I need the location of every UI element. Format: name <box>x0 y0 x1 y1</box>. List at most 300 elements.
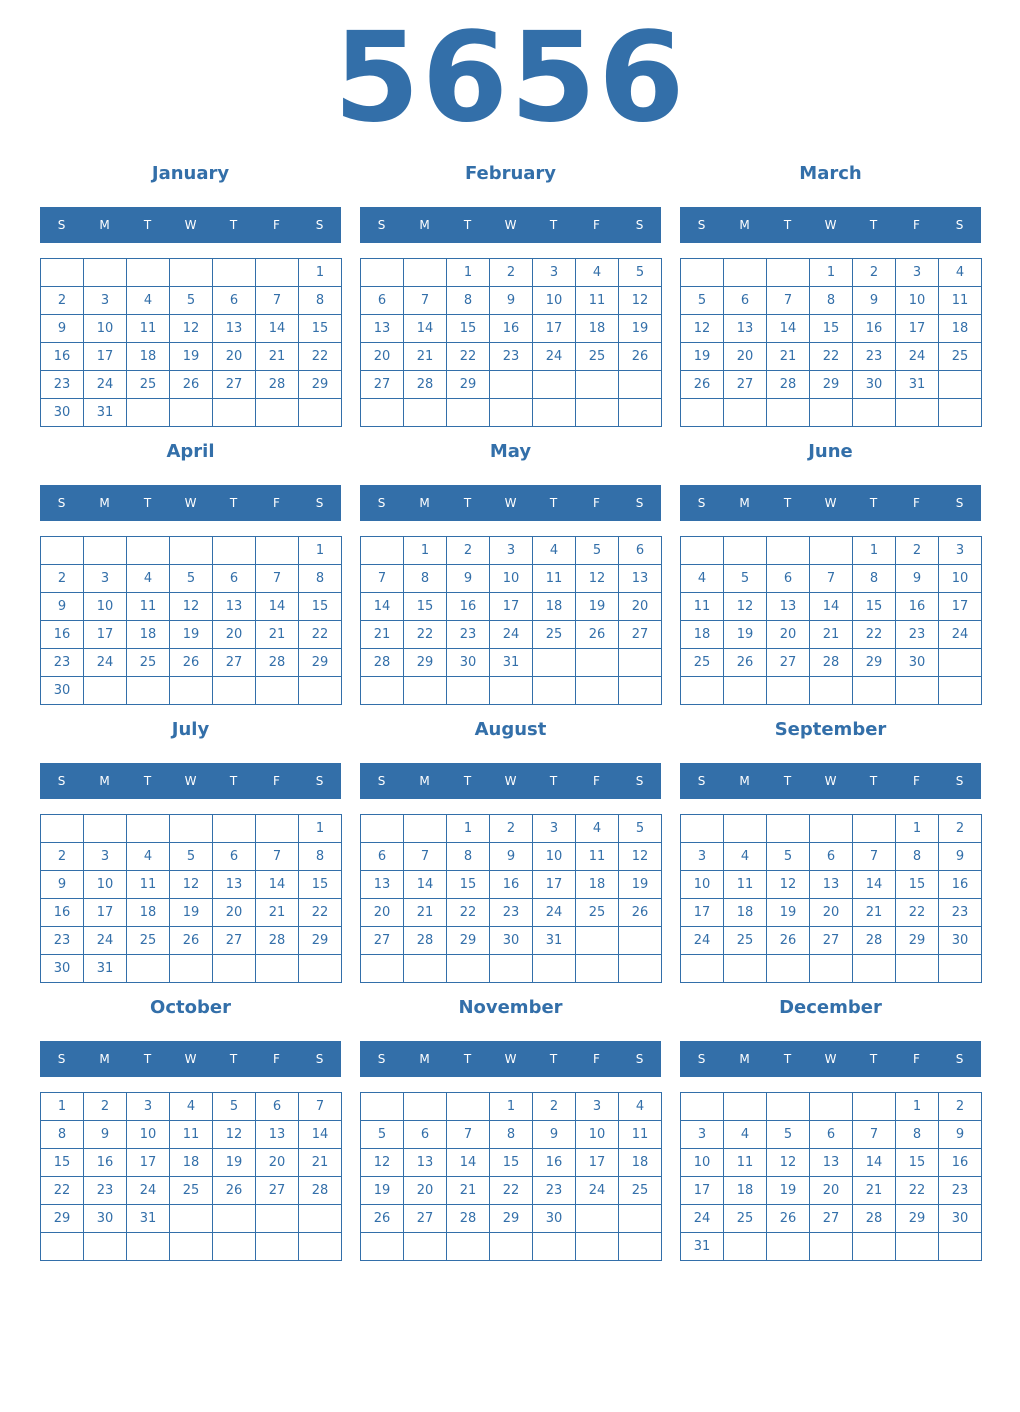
day-cell: 8 <box>404 565 447 593</box>
day-cell: 15 <box>853 593 896 621</box>
empty-day-cell <box>84 259 127 287</box>
empty-day-cell <box>681 259 724 287</box>
empty-day-cell <box>724 955 767 983</box>
day-cell: 6 <box>361 843 404 871</box>
day-cell: 8 <box>41 1121 84 1149</box>
day-cell: 18 <box>576 315 619 343</box>
day-cell: 20 <box>361 899 404 927</box>
day-cell: 16 <box>447 593 490 621</box>
empty-day-cell <box>299 677 342 705</box>
day-cell: 3 <box>84 843 127 871</box>
day-cell: 26 <box>767 927 810 955</box>
empty-day-cell <box>939 399 982 427</box>
day-cell: 22 <box>447 899 490 927</box>
day-cell: 19 <box>170 343 213 371</box>
day-cell: 5 <box>767 843 810 871</box>
empty-day-cell <box>361 955 404 983</box>
day-cell: 3 <box>533 815 576 843</box>
weekday-header <box>40 763 341 799</box>
day-cell: 5 <box>170 287 213 315</box>
day-cell: 21 <box>767 343 810 371</box>
day-cell: 19 <box>576 593 619 621</box>
empty-day-cell <box>213 537 256 565</box>
day-cell: 21 <box>404 343 447 371</box>
day-cell: 30 <box>447 649 490 677</box>
day-cell: 22 <box>41 1177 84 1205</box>
day-cell: 24 <box>127 1177 170 1205</box>
day-cell: 22 <box>299 899 342 927</box>
day-cell: 21 <box>256 899 299 927</box>
day-cell: 17 <box>490 593 533 621</box>
weekday-header <box>40 207 341 243</box>
day-cell: 7 <box>447 1121 490 1149</box>
day-cell: 9 <box>41 315 84 343</box>
day-cell: 2 <box>853 259 896 287</box>
day-cell: 11 <box>724 871 767 899</box>
day-cell: 6 <box>361 287 404 315</box>
day-cell: 7 <box>256 287 299 315</box>
empty-day-cell <box>170 1205 213 1233</box>
empty-day-cell <box>810 677 853 705</box>
day-cell: 28 <box>404 927 447 955</box>
empty-day-cell <box>447 1093 490 1121</box>
day-cell: 23 <box>896 621 939 649</box>
day-cell: 22 <box>810 343 853 371</box>
weekday-label: W <box>504 1052 517 1066</box>
day-cell: 24 <box>490 621 533 649</box>
day-cell: 20 <box>810 1177 853 1205</box>
weekday-label: F <box>913 774 920 788</box>
day-cell: 20 <box>361 343 404 371</box>
day-cell: 7 <box>256 843 299 871</box>
day-cell: 18 <box>127 621 170 649</box>
day-cell: 24 <box>939 621 982 649</box>
empty-day-cell <box>170 955 213 983</box>
day-cell: 23 <box>41 371 84 399</box>
day-cell: 7 <box>361 565 404 593</box>
day-cell: 13 <box>213 315 256 343</box>
day-cell: 14 <box>404 871 447 899</box>
empty-day-cell <box>170 259 213 287</box>
day-cell: 14 <box>767 315 810 343</box>
day-cell: 17 <box>939 593 982 621</box>
weekday-label: F <box>913 218 920 232</box>
empty-day-cell <box>213 1205 256 1233</box>
day-cell: 23 <box>84 1177 127 1205</box>
day-cell: 15 <box>810 315 853 343</box>
empty-day-cell <box>853 399 896 427</box>
day-cell: 30 <box>41 677 84 705</box>
day-cell: 31 <box>681 1233 724 1261</box>
day-cell: 6 <box>404 1121 447 1149</box>
day-cell: 13 <box>361 871 404 899</box>
day-cell: 11 <box>170 1121 213 1149</box>
day-cell: 9 <box>41 871 84 899</box>
weekday-label: S <box>955 774 964 788</box>
empty-day-cell <box>213 399 256 427</box>
day-cell: 16 <box>939 1149 982 1177</box>
weekday-header <box>680 207 981 243</box>
day-cell: 11 <box>576 287 619 315</box>
day-cell: 26 <box>170 927 213 955</box>
day-cell: 12 <box>170 315 213 343</box>
day-cell: 4 <box>724 843 767 871</box>
day-cell: 7 <box>299 1093 342 1121</box>
day-cell: 22 <box>404 621 447 649</box>
weekday-label: T <box>229 1052 238 1066</box>
day-cell: 12 <box>724 593 767 621</box>
day-cell: 10 <box>896 287 939 315</box>
day-cell: 20 <box>724 343 767 371</box>
day-cell: 4 <box>170 1093 213 1121</box>
empty-day-cell <box>256 1233 299 1261</box>
day-cell: 16 <box>41 343 84 371</box>
day-cell: 8 <box>447 843 490 871</box>
empty-day-cell <box>810 1093 853 1121</box>
month-name: February <box>464 163 557 184</box>
day-cell: 29 <box>299 649 342 677</box>
weekday-label: T <box>549 218 558 232</box>
day-cell: 20 <box>767 621 810 649</box>
empty-day-cell <box>681 955 724 983</box>
weekday-label: M <box>419 218 430 232</box>
day-cell: 30 <box>853 371 896 399</box>
empty-day-cell <box>533 955 576 983</box>
empty-day-cell <box>404 399 447 427</box>
day-cell: 1 <box>447 259 490 287</box>
empty-day-cell <box>619 677 662 705</box>
day-cell: 16 <box>490 871 533 899</box>
empty-day-cell <box>939 1233 982 1261</box>
day-cell: 15 <box>490 1149 533 1177</box>
empty-day-cell <box>213 815 256 843</box>
empty-day-cell <box>127 955 170 983</box>
day-cell: 19 <box>619 315 662 343</box>
day-cell: 28 <box>404 371 447 399</box>
day-cell: 24 <box>533 899 576 927</box>
weekday-label: T <box>783 774 792 788</box>
day-cell: 29 <box>447 371 490 399</box>
day-cell: 5 <box>213 1093 256 1121</box>
weekday-label: T <box>869 218 878 232</box>
empty-day-cell <box>853 677 896 705</box>
day-cell: 10 <box>84 593 127 621</box>
day-cell: 6 <box>810 1121 853 1149</box>
day-cell: 8 <box>896 1121 939 1149</box>
empty-day-cell <box>576 955 619 983</box>
empty-day-cell <box>724 399 767 427</box>
month-name: March <box>799 163 862 184</box>
day-cell: 4 <box>681 565 724 593</box>
day-cell: 9 <box>490 287 533 315</box>
day-cell: 27 <box>810 927 853 955</box>
month-name: May <box>489 441 532 462</box>
day-cell: 9 <box>533 1121 576 1149</box>
day-cell: 27 <box>213 371 256 399</box>
weekday-label: F <box>273 1052 280 1066</box>
day-cell: 20 <box>213 343 256 371</box>
empty-day-cell <box>170 399 213 427</box>
day-cell: 25 <box>533 621 576 649</box>
day-cell: 14 <box>256 593 299 621</box>
empty-day-cell <box>256 1205 299 1233</box>
day-cell: 29 <box>41 1205 84 1233</box>
empty-day-cell <box>767 399 810 427</box>
day-cell: 13 <box>724 315 767 343</box>
day-cell: 4 <box>127 287 170 315</box>
day-cell: 15 <box>299 315 342 343</box>
day-cell: 9 <box>939 1121 982 1149</box>
empty-day-cell <box>767 1233 810 1261</box>
day-cell: 25 <box>939 343 982 371</box>
day-cell: 5 <box>361 1121 404 1149</box>
day-cell: 16 <box>41 621 84 649</box>
day-cell: 20 <box>256 1149 299 1177</box>
day-cell: 30 <box>84 1205 127 1233</box>
day-cell: 19 <box>619 871 662 899</box>
day-cell: 29 <box>299 371 342 399</box>
day-cell: 2 <box>447 537 490 565</box>
empty-day-cell <box>127 537 170 565</box>
empty-day-cell <box>256 399 299 427</box>
weekday-label: S <box>955 218 964 232</box>
day-cell: 9 <box>939 843 982 871</box>
day-cell: 2 <box>490 259 533 287</box>
empty-day-cell <box>490 955 533 983</box>
day-cell: 2 <box>490 815 533 843</box>
day-cell: 4 <box>724 1121 767 1149</box>
empty-day-cell <box>681 677 724 705</box>
day-grid <box>680 536 982 705</box>
day-cell: 2 <box>41 287 84 315</box>
day-cell: 9 <box>853 287 896 315</box>
day-cell: 3 <box>576 1093 619 1121</box>
day-cell: 7 <box>853 843 896 871</box>
weekday-label: T <box>549 496 558 510</box>
day-cell: 12 <box>361 1149 404 1177</box>
weekday-header <box>680 485 981 521</box>
day-grid <box>360 1092 662 1261</box>
day-cell: 18 <box>939 315 982 343</box>
empty-day-cell <box>724 1093 767 1121</box>
day-cell: 3 <box>681 1121 724 1149</box>
empty-day-cell <box>619 399 662 427</box>
day-cell: 20 <box>213 899 256 927</box>
empty-day-cell <box>299 1233 342 1261</box>
day-cell: 17 <box>84 899 127 927</box>
day-cell: 30 <box>896 649 939 677</box>
empty-day-cell <box>767 677 810 705</box>
weekday-header <box>360 485 661 521</box>
day-cell: 3 <box>84 565 127 593</box>
empty-day-cell <box>576 371 619 399</box>
day-cell: 7 <box>404 287 447 315</box>
empty-day-cell <box>619 1233 662 1261</box>
day-cell: 31 <box>490 649 533 677</box>
empty-day-cell <box>84 815 127 843</box>
day-cell: 8 <box>896 843 939 871</box>
weekday-label: M <box>419 496 430 510</box>
day-cell: 23 <box>490 899 533 927</box>
day-cell: 23 <box>41 927 84 955</box>
empty-day-cell <box>533 677 576 705</box>
day-cell: 4 <box>576 259 619 287</box>
empty-day-cell <box>213 1233 256 1261</box>
empty-day-cell <box>533 649 576 677</box>
weekday-label: W <box>824 496 837 510</box>
weekday-label: F <box>593 1052 600 1066</box>
empty-day-cell <box>533 1233 576 1261</box>
empty-day-cell <box>767 955 810 983</box>
day-grid <box>680 814 982 983</box>
empty-day-cell <box>404 1233 447 1261</box>
day-cell: 1 <box>299 815 342 843</box>
weekday-label: S <box>697 496 706 510</box>
day-cell: 28 <box>853 927 896 955</box>
weekday-label: M <box>739 496 750 510</box>
day-grid <box>40 1092 342 1261</box>
day-cell: 5 <box>619 259 662 287</box>
day-cell: 23 <box>533 1177 576 1205</box>
day-cell: 23 <box>939 899 982 927</box>
weekday-label: T <box>229 496 238 510</box>
empty-day-cell <box>681 1093 724 1121</box>
weekday-label: T <box>783 1052 792 1066</box>
day-cell: 13 <box>810 1149 853 1177</box>
weekday-label: T <box>463 496 472 510</box>
day-cell: 28 <box>256 649 299 677</box>
day-cell: 2 <box>41 565 84 593</box>
day-cell: 25 <box>170 1177 213 1205</box>
day-cell: 13 <box>767 593 810 621</box>
empty-day-cell <box>490 399 533 427</box>
empty-day-cell <box>533 399 576 427</box>
day-cell: 16 <box>490 315 533 343</box>
day-cell: 14 <box>853 1149 896 1177</box>
day-cell: 14 <box>256 871 299 899</box>
day-grid <box>40 814 342 983</box>
day-cell: 8 <box>447 287 490 315</box>
empty-day-cell <box>939 677 982 705</box>
day-cell: 18 <box>127 899 170 927</box>
day-cell: 18 <box>127 343 170 371</box>
weekday-header <box>680 1041 981 1077</box>
empty-day-cell <box>170 537 213 565</box>
empty-day-cell <box>447 955 490 983</box>
day-cell: 13 <box>404 1149 447 1177</box>
empty-day-cell <box>256 815 299 843</box>
weekday-label: F <box>593 218 600 232</box>
day-cell: 25 <box>576 899 619 927</box>
weekday-header <box>40 485 341 521</box>
weekday-label: S <box>315 774 324 788</box>
weekday-header <box>40 1041 341 1077</box>
day-cell: 28 <box>447 1205 490 1233</box>
day-cell: 31 <box>127 1205 170 1233</box>
day-cell: 10 <box>681 871 724 899</box>
day-cell: 31 <box>896 371 939 399</box>
day-cell: 11 <box>127 315 170 343</box>
empty-day-cell <box>361 1093 404 1121</box>
day-cell: 9 <box>490 843 533 871</box>
weekday-label: M <box>99 774 110 788</box>
weekday-label: S <box>377 496 386 510</box>
weekday-label: T <box>143 496 152 510</box>
weekday-label: S <box>697 774 706 788</box>
day-cell: 19 <box>767 899 810 927</box>
weekday-label: W <box>824 218 837 232</box>
weekday-label: T <box>463 774 472 788</box>
empty-day-cell <box>810 399 853 427</box>
day-cell: 2 <box>896 537 939 565</box>
empty-day-cell <box>853 815 896 843</box>
day-cell: 27 <box>361 927 404 955</box>
day-cell: 20 <box>810 899 853 927</box>
empty-day-cell <box>681 537 724 565</box>
weekday-label: F <box>913 1052 920 1066</box>
empty-day-cell <box>447 677 490 705</box>
day-cell: 19 <box>681 343 724 371</box>
day-grid <box>40 536 342 705</box>
empty-day-cell <box>361 815 404 843</box>
day-cell: 5 <box>576 537 619 565</box>
day-cell: 27 <box>619 621 662 649</box>
weekday-label: T <box>463 218 472 232</box>
day-cell: 14 <box>361 593 404 621</box>
empty-day-cell <box>767 815 810 843</box>
day-cell: 15 <box>447 871 490 899</box>
day-cell: 18 <box>170 1149 213 1177</box>
weekday-label: S <box>697 218 706 232</box>
day-cell: 8 <box>299 565 342 593</box>
day-cell: 22 <box>299 343 342 371</box>
day-cell: 14 <box>256 315 299 343</box>
month-name: April <box>166 441 215 462</box>
weekday-header <box>360 763 661 799</box>
empty-day-cell <box>404 815 447 843</box>
day-cell: 1 <box>896 1093 939 1121</box>
day-cell: 16 <box>896 593 939 621</box>
empty-day-cell <box>404 677 447 705</box>
weekday-label: M <box>739 774 750 788</box>
day-cell: 17 <box>681 1177 724 1205</box>
weekday-label: M <box>739 218 750 232</box>
day-cell: 8 <box>299 843 342 871</box>
day-cell: 5 <box>170 565 213 593</box>
day-cell: 22 <box>299 621 342 649</box>
day-cell: 20 <box>404 1177 447 1205</box>
empty-day-cell <box>619 955 662 983</box>
day-cell: 10 <box>533 843 576 871</box>
day-cell: 25 <box>619 1177 662 1205</box>
day-cell: 25 <box>724 1205 767 1233</box>
day-cell: 8 <box>299 287 342 315</box>
empty-day-cell <box>447 399 490 427</box>
day-cell: 5 <box>767 1121 810 1149</box>
empty-day-cell <box>681 399 724 427</box>
day-cell: 12 <box>170 593 213 621</box>
day-cell: 19 <box>724 621 767 649</box>
weekday-label: S <box>57 774 66 788</box>
day-cell: 30 <box>41 955 84 983</box>
empty-day-cell <box>724 1233 767 1261</box>
day-cell: 20 <box>619 593 662 621</box>
empty-day-cell <box>361 537 404 565</box>
empty-day-cell <box>127 259 170 287</box>
month-name: June <box>808 441 853 462</box>
day-cell: 27 <box>213 649 256 677</box>
weekday-label: S <box>57 1052 66 1066</box>
